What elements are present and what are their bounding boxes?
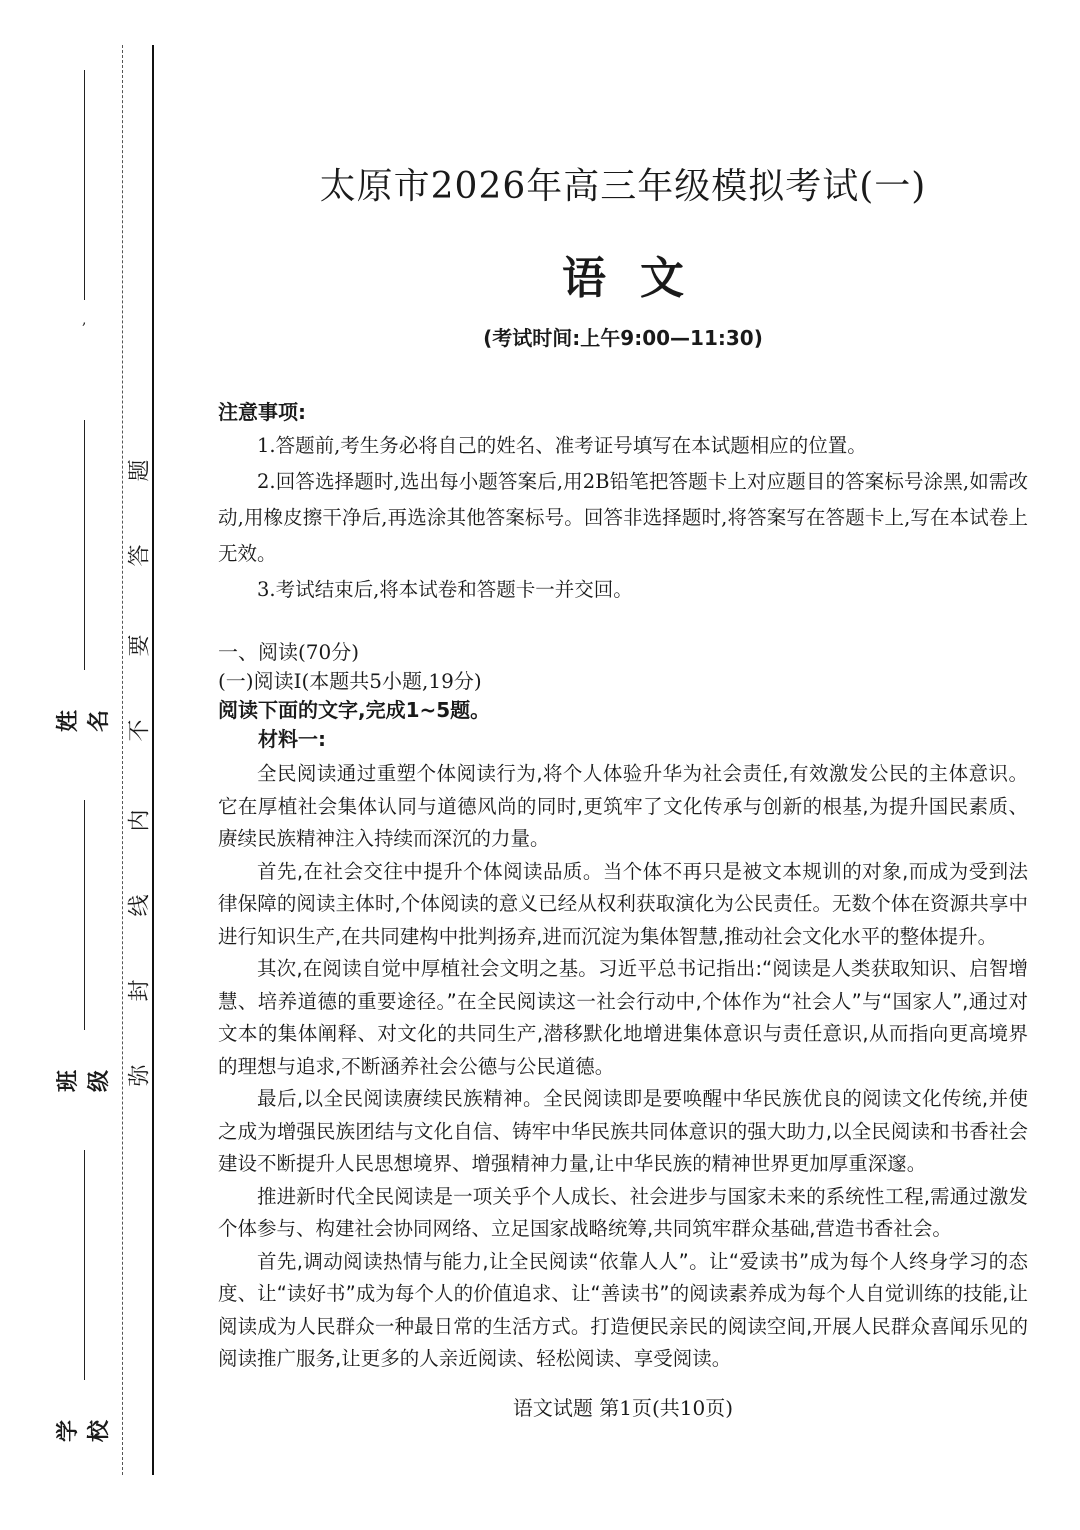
seal-char: 要 xyxy=(127,634,153,657)
seal-char: 封 xyxy=(127,979,153,1002)
field-label-class: 班 级 xyxy=(55,1070,112,1093)
notice-item: 2.回答选择题时,选出每小题答案后,用2B铅笔把答题卡上对应题目的答案标号涂黑,如需改动,用橡皮擦干净后,再选涂其他答案标号。回答非选择题时,将答案写在答题卡上,写在本试卷上无效。 xyxy=(218,470,1028,565)
margin-dot: , xyxy=(82,312,87,328)
page-footer: 语文试题 第1页(共10页) xyxy=(512,1396,734,1420)
field-label-school: 学 校 xyxy=(55,1420,112,1443)
seal-char: 答 xyxy=(127,544,153,567)
subject-title: 语文 xyxy=(562,253,718,304)
paragraph: 首先,调动阅读热情与能力,让全民阅读“依靠人人”。让“爱读书”成为每个人终身学习的态度、让“读好书”成为每个人的价值追求、让“善读书”的阅读素养成为每个人自觉训练的技能,让阅读成为人民群众一种最日常的生活方式。打造便民亲民的阅读空间,开展人民群众喜闻乐见的阅读推广服务,让更多的人亲近阅读、轻松阅读、享受阅读。 xyxy=(218,1249,1028,1370)
paragraph: 最后,以全民阅读赓续民族精神。全民阅读即是要唤醒中华民族优良的阅读文化传统,并使之成为增强民族团结与文化自信、铸牢中华民族共同体意识的强大助力,以全民阅读和书香社会建设不断提升人民思想境界、增强精神力量,让中华民族的精神世界更加厚重深邃。 xyxy=(218,1087,1028,1175)
seal-char: 不 xyxy=(127,719,153,742)
seal-char: 题 xyxy=(127,459,153,482)
seal-char: 弥 xyxy=(127,1064,153,1087)
seal-dashed-line xyxy=(122,45,123,1475)
binding-margin xyxy=(0,0,160,1530)
notice-item: 1.答题前,考生务必将自己的姓名、准考证号填写在本试题相应的位置。 xyxy=(257,434,867,457)
name-fill-line-2[interactable] xyxy=(84,420,85,670)
paragraph: 推进新时代全民阅读是一项关乎个人成长、社会进步与国家未来的系统性工程,需通过激发个体参与、构建社会协同网络、立足国家战略统筹,共同筑牢群众基础,营造书香社会。 xyxy=(218,1184,1028,1240)
instruction: 阅读下面的文字,完成1~5题。 xyxy=(218,698,491,722)
notice-heading: 注意事项: xyxy=(218,400,306,424)
name-fill-line[interactable] xyxy=(84,70,85,300)
notice-item: 3.考试结束后,将本试卷和答题卡一并交回。 xyxy=(257,578,633,601)
part-heading: 一、阅读(70分) xyxy=(218,640,360,664)
class-fill-line[interactable] xyxy=(84,800,85,1030)
material-label: 材料一: xyxy=(258,727,326,751)
seal-solid-line xyxy=(152,45,154,1475)
seal-char: 内 xyxy=(127,809,153,832)
exam-title: 太原市2026年高三年级模拟考试(一) xyxy=(319,166,927,207)
exam-time: (考试时间:上午9:00—11:30) xyxy=(483,326,763,350)
paragraph: 其次,在阅读自觉中厚植社会文明之基。习近平总书记指出:“阅读是人类获取知识、启智增慧、培养道德的重要途径。”在全民阅读这一社会行动中,个体作为“社会人”与“国家人”,通过对文本的集体阐释、对文化的共同生产,潜移默化地增进集体意识与责任意识,从而指向更高境界的理想与追求,不断涵养社会公德与公民道德。 xyxy=(218,957,1028,1078)
paragraph: 首先,在社会交往中提升个体阅读品质。当个体不再只是被文本规训的对象,而成为受到法律保障的阅读主体时,个体阅读的意义已经从权利获取演化为公民责任。无数个体在资源共享中进行知识生产,在共同建构中批判扬弃,进而沉淀为集体智慧,推动社会文化水平的整体提升。 xyxy=(218,859,1028,948)
school-fill-line[interactable] xyxy=(84,1150,85,1380)
field-label-name: 姓 名 xyxy=(55,710,112,733)
notice-list xyxy=(218,428,1028,608)
section-header xyxy=(218,638,1028,754)
seal-char: 线 xyxy=(127,894,153,917)
reading-passage xyxy=(218,758,1028,1376)
sub-heading: (一)阅读Ⅰ(本题共5小题,19分) xyxy=(218,669,482,693)
paragraph: 全民阅读通过重塑个体阅读行为,将个人体验升华为社会责任,有效激发公民的主体意识。它在厚植社会集体认同与道德风尚的同时,更筑牢了文化传承与创新的根基,为提升国民素质、赓续民族精神注入持续而深沉的力量。 xyxy=(218,762,1028,850)
